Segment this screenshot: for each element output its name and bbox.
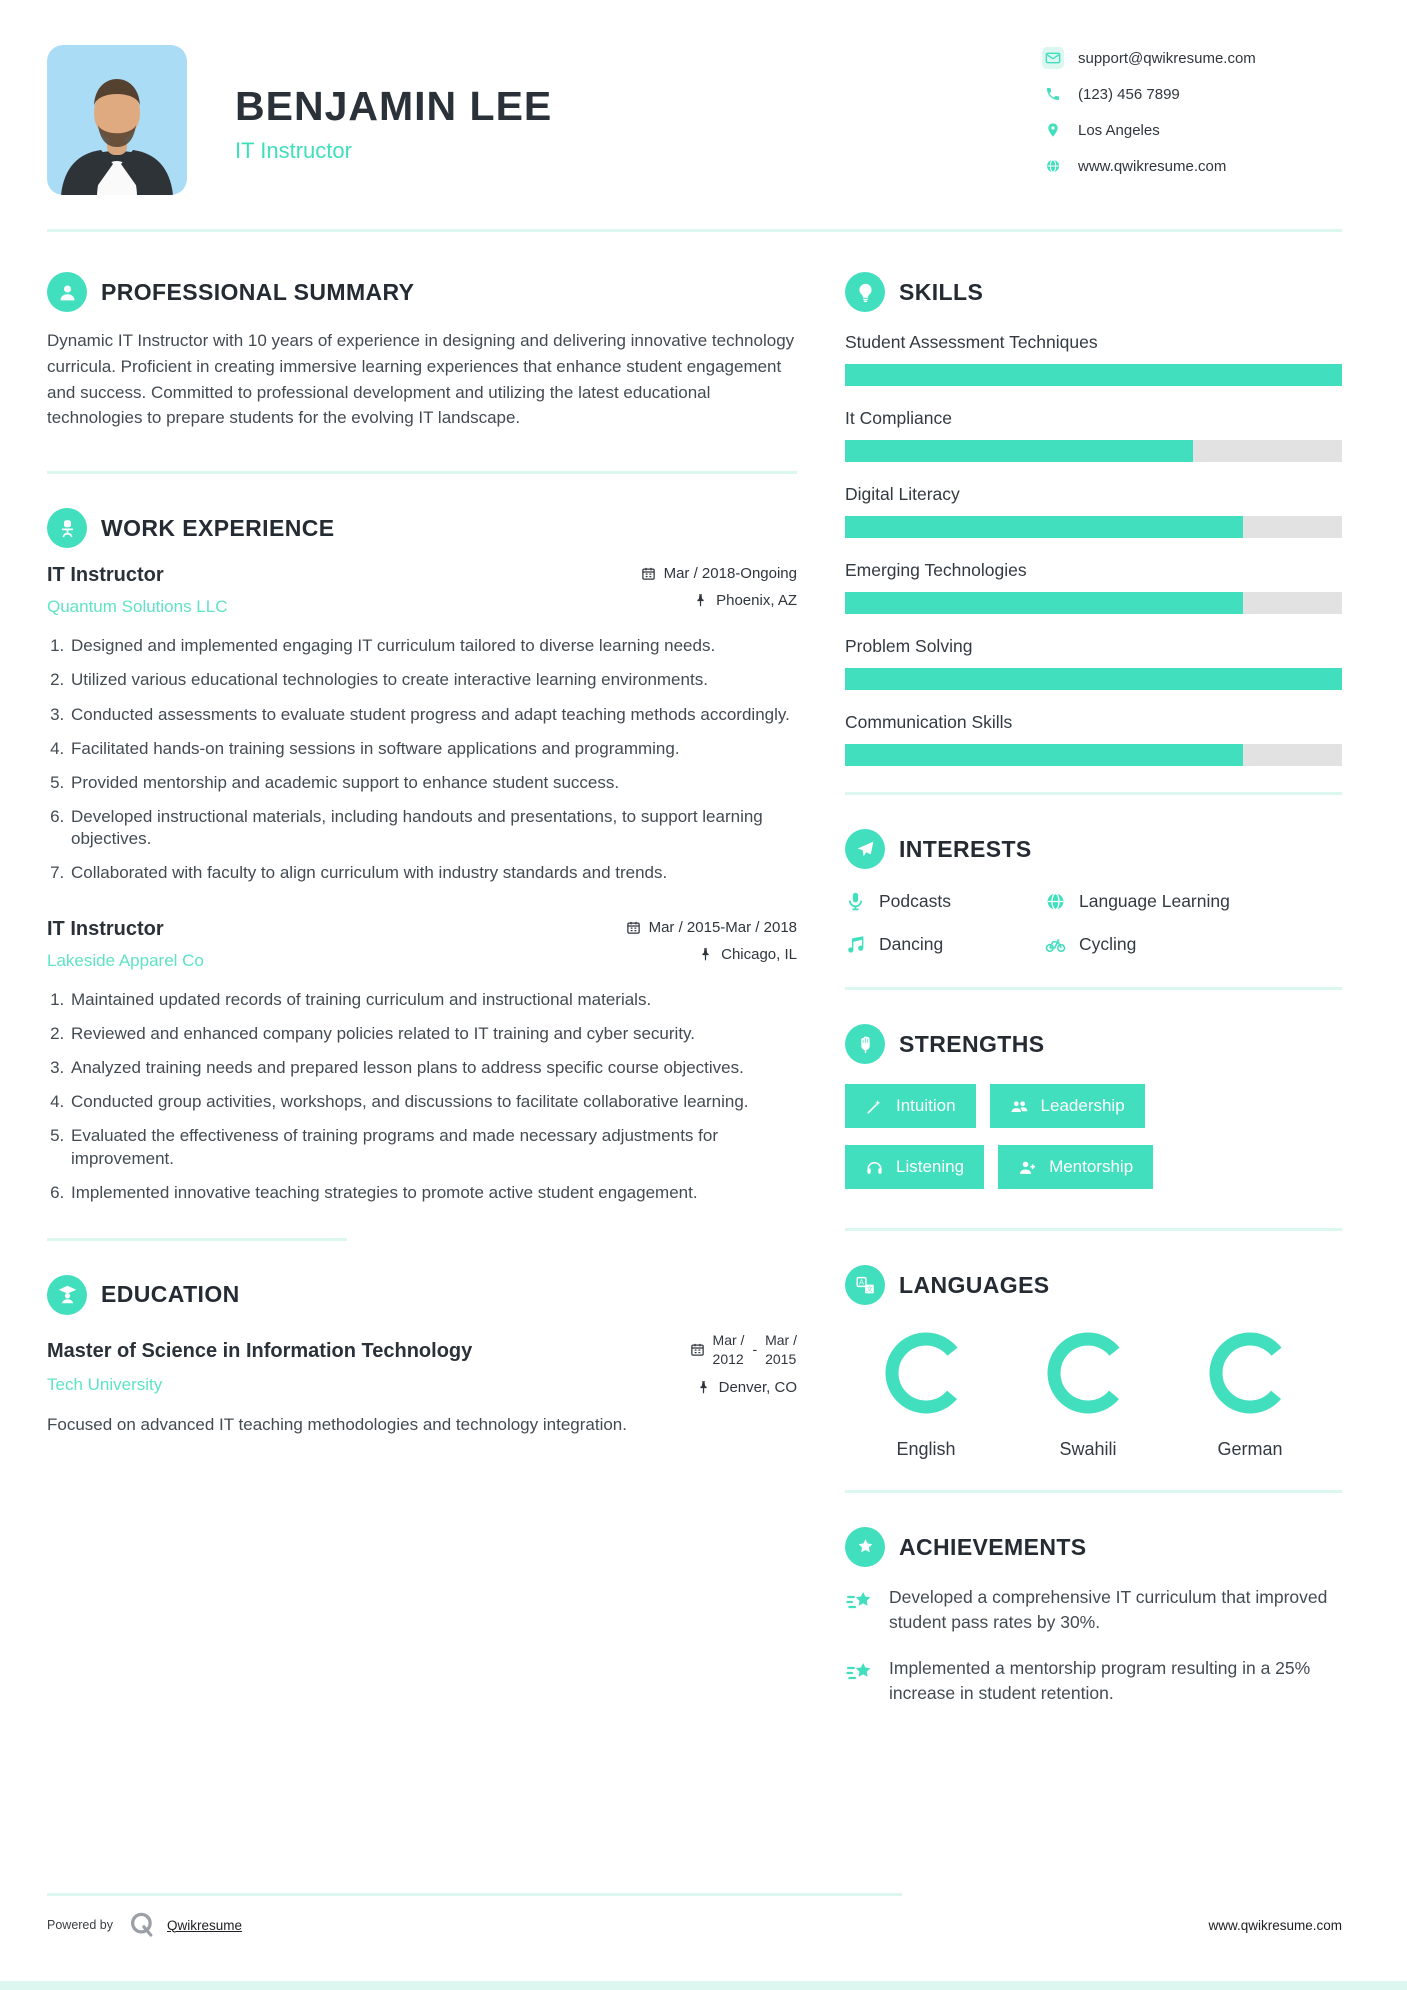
job-bullet: 4. Conducted group activities, workshops, and discussions to facilitate collaborative learning. <box>69 1091 797 1113</box>
main-columns <box>47 238 1342 1727</box>
footer-divider <box>47 1893 902 1896</box>
job-1-bullets <box>69 635 797 884</box>
job-bullet: 6. Implemented innovative teaching strategies to promote active student engagement. <box>69 1182 797 1204</box>
job-2-header <box>47 918 797 971</box>
section-header-languages <box>845 1265 1342 1305</box>
language-item <box>845 1331 1007 1460</box>
education-entry <box>47 1331 797 1438</box>
skill-bar-track <box>845 516 1342 538</box>
bottom-accent-strip <box>0 1981 1407 1990</box>
education-heading: EDUCATION <box>101 1281 240 1308</box>
bicycle-icon <box>1045 934 1066 955</box>
skill-item <box>845 560 1342 614</box>
job-2-title-block <box>47 918 204 971</box>
pushpin-icon <box>696 1380 711 1395</box>
footer <box>47 1893 1342 1940</box>
skill-bar-fill <box>845 592 1243 614</box>
skill-bar-track <box>845 440 1342 462</box>
strength-tag <box>845 1145 984 1189</box>
svg-text:A: A <box>858 1278 864 1287</box>
footer-website: www.qwikresume.com <box>1208 1917 1342 1933</box>
job-bullet: 1. Maintained updated records of training curriculum and instructional materials. <box>69 989 797 1011</box>
job-bullet: 4. Facilitated hands-on training sessions in software applications and programming. <box>69 738 797 760</box>
contact-website-text: www.qwikresume.com <box>1078 157 1227 175</box>
calendar-icon <box>626 920 641 935</box>
interest-item <box>845 934 1045 955</box>
users-icon <box>1010 1097 1029 1116</box>
strength-tag <box>845 1084 976 1128</box>
right-column <box>845 238 1342 1727</box>
skill-label: Problem Solving <box>845 636 973 656</box>
education-header <box>47 1331 797 1396</box>
skill-bar-fill <box>845 744 1243 766</box>
degree-title: Master of Science in Information Technology <box>47 1340 473 1363</box>
skill-item <box>845 712 1342 766</box>
strengths-divider <box>845 1228 1342 1231</box>
contact-item-phone <box>1042 83 1342 105</box>
contact-item-email <box>1042 47 1342 69</box>
profile-photo-illustration <box>47 45 187 195</box>
strength-label: Intuition <box>896 1096 956 1115</box>
languages-list <box>845 1331 1342 1460</box>
job-title: IT Instructor <box>47 564 164 587</box>
interest-item <box>1045 934 1342 955</box>
job-date <box>641 565 797 582</box>
skill-label: Student Assessment Techniques <box>845 332 1098 352</box>
contact-phone-text: (123) 456 7899 <box>1078 85 1180 103</box>
section-header-summary <box>47 272 797 312</box>
language-ring <box>884 1331 968 1415</box>
star-badge-icon <box>845 1527 885 1567</box>
skill-item <box>845 408 1342 462</box>
strength-tag <box>998 1145 1153 1189</box>
interest-label: Cycling <box>1079 934 1137 954</box>
education-title-block <box>47 1338 472 1395</box>
education-meta <box>690 1331 797 1396</box>
globe-icon <box>1045 891 1066 912</box>
achievement-text: Developed a comprehensive IT curriculum that improved student pass rates by 30%. <box>889 1587 1328 1632</box>
job-2-bullets <box>69 989 797 1204</box>
interest-item <box>845 891 1045 912</box>
language-item <box>1007 1331 1169 1460</box>
job-date-text: Mar / 2018-Ongoing <box>663 565 797 583</box>
skill-bar-track <box>845 364 1342 386</box>
skill-bar-fill <box>845 440 1193 462</box>
achievement-item <box>845 1585 1342 1634</box>
contact-location-text: Los Angeles <box>1078 121 1160 139</box>
translate-icon <box>845 1265 885 1305</box>
language-ring <box>1046 1331 1130 1415</box>
job-bullet: 2. Utilized various educational technologies to create interactive learning environments. <box>69 669 797 691</box>
profile-photo <box>47 45 187 195</box>
job-company: Lakeside Apparel Co <box>47 951 204 971</box>
phone-icon <box>1042 83 1064 105</box>
education-date-separator: - <box>752 1341 758 1358</box>
skills-heading: SKILLS <box>899 278 984 305</box>
job-date <box>626 919 797 936</box>
summary-heading: PROFESSIONAL SUMMARY <box>101 278 415 305</box>
skill-bar-track <box>845 668 1342 690</box>
job-entry-1 <box>47 564 797 884</box>
section-header-skills <box>845 272 1342 312</box>
strength-label: Listening <box>896 1157 965 1176</box>
left-column <box>47 238 797 1727</box>
education-dates <box>690 1331 797 1369</box>
paper-plane-icon <box>845 829 885 869</box>
job-title: IT Instructor <box>47 918 164 941</box>
calendar-icon <box>641 566 656 581</box>
work-heading: WORK EXPERIENCE <box>101 514 335 541</box>
microphone-icon <box>845 891 866 912</box>
pushpin-icon <box>698 947 713 962</box>
interest-label: Dancing <box>879 934 944 954</box>
skill-bar-fill <box>845 364 1342 386</box>
location-pin-icon <box>1042 119 1064 141</box>
achievements-list <box>845 1585 1342 1705</box>
job-bullet: 5. Evaluated the effectiveness of training programs and made necessary adjustments for improvement. <box>69 1125 797 1169</box>
interest-label: Podcasts <box>879 891 951 911</box>
skill-bar-track <box>845 744 1342 766</box>
job-bullet: 1. Designed and implemented engaging IT curriculum tailored to diverse learning needs. <box>69 635 797 657</box>
school-name: Tech University <box>47 1375 163 1395</box>
shooting-star-icon <box>845 1587 875 1617</box>
interests-divider <box>845 987 1342 990</box>
graduate-icon <box>47 1275 87 1315</box>
skill-bar-track <box>845 592 1342 614</box>
qwikresume-logo <box>127 1910 157 1940</box>
email-icon <box>1042 47 1064 69</box>
language-ring <box>1208 1331 1292 1415</box>
job-bullet: 2. Reviewed and enhanced company policies related to IT training and cyber security. <box>69 1023 797 1045</box>
interest-item <box>1045 891 1342 912</box>
skill-label: It Compliance <box>845 408 952 428</box>
strength-tag <box>990 1084 1145 1128</box>
interests-list <box>845 891 1342 955</box>
contact-list <box>1042 47 1342 191</box>
skills-list <box>845 332 1342 766</box>
job-bullet: 6. Developed instructional materials, including handouts and presentations, to support learning objectives. <box>69 806 797 850</box>
contact-item-location <box>1042 119 1342 141</box>
job-1-meta <box>641 565 797 609</box>
achievement-item <box>845 1656 1342 1705</box>
language-item <box>1169 1331 1331 1460</box>
skill-bar-fill <box>845 516 1243 538</box>
job-1-title-block <box>47 564 228 617</box>
summary-text: Dynamic IT Instructor with 10 years of experience in designing and delivering innovative technology curricula. Proficient in creating immersive learning experiences that enhance student engagement and success. Committed to professional development and utilizing the latest educational technologies to prepare students for the evolving IT landscape. <box>47 331 795 428</box>
job-entry-2 <box>47 918 797 1204</box>
user-plus-icon <box>1018 1158 1037 1177</box>
strength-label: Leadership <box>1040 1096 1125 1115</box>
section-header-education <box>47 1275 797 1315</box>
footer-row <box>47 1910 1342 1940</box>
svg-text:文: 文 <box>865 1285 872 1293</box>
globe-icon <box>1042 155 1064 177</box>
skills-divider <box>845 792 1342 795</box>
strength-label: Mentorship <box>1049 1157 1134 1176</box>
qwikresume-link[interactable]: Qwikresume <box>167 1917 243 1933</box>
skill-item <box>845 636 1342 690</box>
job-location-text: Phoenix, AZ <box>716 592 797 610</box>
pushpin-icon <box>693 593 708 608</box>
job-location <box>626 946 797 963</box>
section-header-work <box>47 508 797 548</box>
job-date-text: Mar / 2015-Mar / 2018 <box>648 919 797 937</box>
language-label: Swahili <box>1059 1439 1117 1459</box>
education-date-end: Mar / 2015 <box>765 1331 797 1367</box>
lightbulb-icon <box>845 272 885 312</box>
section-header-strengths <box>845 1024 1342 1064</box>
contact-email-text: support@qwikresume.com <box>1078 49 1256 67</box>
interest-label: Language Learning <box>1079 891 1230 911</box>
skill-bar-fill <box>845 668 1342 690</box>
job-bullet: 3. Analyzed training needs and prepared lesson plans to address specific course objectives. <box>69 1057 797 1079</box>
job-company: Quantum Solutions LLC <box>47 597 228 617</box>
powered-by-label: Powered by <box>47 1918 114 1932</box>
job-location-text: Chicago, IL <box>721 946 797 964</box>
work-divider <box>47 1238 347 1241</box>
education-date-start: Mar / 2012 <box>712 1331 745 1367</box>
education-location-text: Denver, CO <box>718 1378 797 1396</box>
job-location <box>641 592 797 609</box>
contact-item-website <box>1042 155 1342 177</box>
job-bullet: 5. Provided mentorship and academic support to enhance student success. <box>69 772 797 794</box>
person-name: BENJAMIN LEE <box>235 83 553 129</box>
languages-divider <box>845 1490 1342 1493</box>
identity <box>235 83 552 164</box>
header <box>47 45 1342 195</box>
skill-label: Digital Literacy <box>845 484 960 504</box>
section-header-achievements <box>845 1527 1342 1567</box>
calendar-icon <box>690 1342 705 1357</box>
job-1-header <box>47 564 797 617</box>
job-bullet: 3. Conducted assessments to evaluate student progress and adapt teaching methods accordingly. <box>69 704 797 726</box>
header-divider <box>47 229 1342 232</box>
achievement-text: Implemented a mentorship program resulting in a 25% increase in student retention. <box>889 1658 1311 1703</box>
person-icon <box>47 272 87 312</box>
education-location <box>690 1379 797 1396</box>
section-header-interests <box>845 829 1342 869</box>
summary-divider <box>47 471 797 474</box>
magic-wand-icon <box>865 1097 884 1116</box>
language-label: German <box>1217 1439 1283 1459</box>
person-job-title: IT Instructor <box>235 138 352 163</box>
language-label: English <box>896 1439 956 1459</box>
skill-label: Communication Skills <box>845 712 1013 732</box>
education-description: Focused on advanced IT teaching methodologies and technology integration. <box>47 1414 627 1434</box>
skill-item <box>845 332 1342 386</box>
skill-item <box>845 484 1342 538</box>
achievements-heading: ACHIEVEMENTS <box>899 1533 1087 1560</box>
job-2-meta <box>626 919 797 963</box>
music-note-icon <box>845 934 866 955</box>
headphones-icon <box>865 1158 884 1177</box>
work-chair-icon <box>47 508 87 548</box>
strengths-list <box>845 1084 1342 1206</box>
job-bullet: 7. Collaborated with faculty to align curriculum with industry standards and trends. <box>69 862 797 884</box>
interests-heading: INTERESTS <box>899 835 1032 862</box>
languages-heading: LANGUAGES <box>899 1271 1050 1298</box>
shooting-star-icon <box>845 1658 875 1688</box>
fist-icon <box>845 1024 885 1064</box>
skill-label: Emerging Technologies <box>845 560 1027 580</box>
strengths-heading: STRENGTHS <box>899 1030 1045 1057</box>
